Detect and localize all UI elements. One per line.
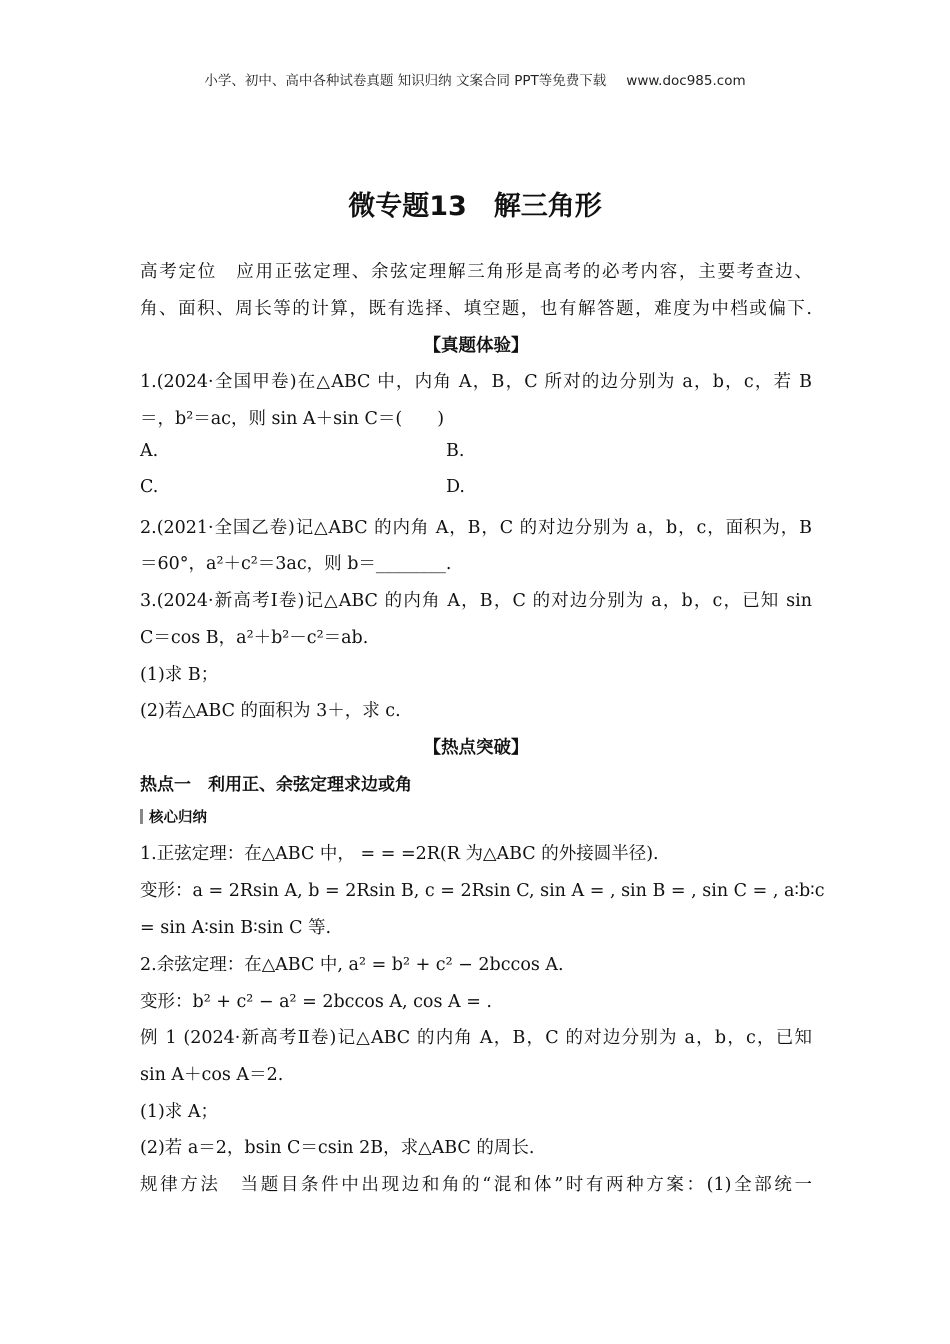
question-2-line-1: 2.(2021·全国乙卷)记△ABC 的内角 A，B，C 的对边分别为 a，b，c，面积为，B — [140, 518, 812, 538]
position-line-1: 高考定位 应用正弦定理、余弦定理解三角形是高考的必考内容，主要考查边、 — [140, 262, 812, 282]
option-d: D. — [446, 477, 465, 497]
page-header — [0, 69, 950, 89]
core-summary-bar — [140, 809, 143, 824]
example-1-line-2: sin A＋cos A＝2. — [140, 1065, 284, 1085]
core-summary-text: 核心归纳 — [149, 810, 207, 826]
section-heading-hotspot: 【热点突破】 — [423, 738, 529, 758]
core-summary-label — [140, 806, 812, 827]
question-1-line-1: 1.(2024·全国甲卷)在△ABC 中，内角 A，B，C 所对的边分别为 a，b，c，若 B — [140, 372, 812, 392]
question-2-line-2: ＝60°，a²＋c²＝3ac，则 b＝________. — [140, 554, 452, 574]
example-1-part-2: (2)若 a＝2，bsin C＝csin 2B，求△ABC 的周长. — [140, 1138, 535, 1158]
question-3-line-2: C＝cos B，a²＋b²－c²＝ab. — [140, 628, 369, 648]
sine-law-line: 1.正弦定理：在△ABC 中， = = =2R(R 为△ABC 的外接圆半径). — [140, 844, 659, 864]
section-heading-real-exam: 【真题体验】 — [423, 336, 529, 356]
sine-law-variant-line-2: = sin A∶sin B∶sin C 等. — [140, 918, 332, 938]
page-title: 微专题13 解三角形 — [348, 191, 602, 222]
option-a: A. — [140, 441, 159, 461]
question-3-part-2: (2)若△ABC 的面积为 3＋，求 c. — [140, 701, 401, 721]
question-3-line-1: 3.(2024·新高考Ⅰ卷)记△ABC 的内角 A，B，C 的对边分别为 a，b，c，已知 sin — [140, 591, 812, 611]
position-line-2: 角、面积、周长等的计算，既有选择、填空题，也有解答题，难度为中档或偏下. — [140, 299, 812, 319]
cosine-law-variant-line: 变形：b² + c² − a² = 2bccos A, cos A = . — [140, 992, 492, 1012]
example-1-part-1: (1)求 A； — [140, 1102, 218, 1122]
question-3-part-1: (1)求 B； — [140, 665, 219, 685]
example-1-line-1: 例 1 (2024·新高考Ⅱ卷)记△ABC 的内角 A，B，C 的对边分别为 a，b，c，已知 — [140, 1028, 812, 1048]
cosine-law-line: 2.余弦定理：在△ABC 中, a² = b² + c² − 2bccos A. — [140, 955, 564, 975]
option-c: C. — [140, 477, 159, 497]
header-text: 小学、初中、高中各种试卷真题 知识归纳 文案合同 PPT等免费下载 — [204, 73, 607, 89]
header-url[interactable]: www.doc985.com — [626, 73, 746, 89]
method-line: 规律方法 当题目条件中出现边和角的“混和体”时有两种方案：(1)全部统一 — [140, 1175, 812, 1195]
hotspot-1-heading: 热点一 利用正、余弦定理求边或角 — [140, 775, 412, 795]
option-b: B. — [446, 441, 465, 461]
sine-law-variant-line-1: 变形：a = 2Rsin A, b = 2Rsin B, c = 2Rsin C, sin A = , sin B = , sin C = , a∶b∶c — [140, 881, 825, 901]
question-1-line-2: ＝，b²＝ac，则 sin A＋sin C＝( ) — [140, 409, 445, 429]
